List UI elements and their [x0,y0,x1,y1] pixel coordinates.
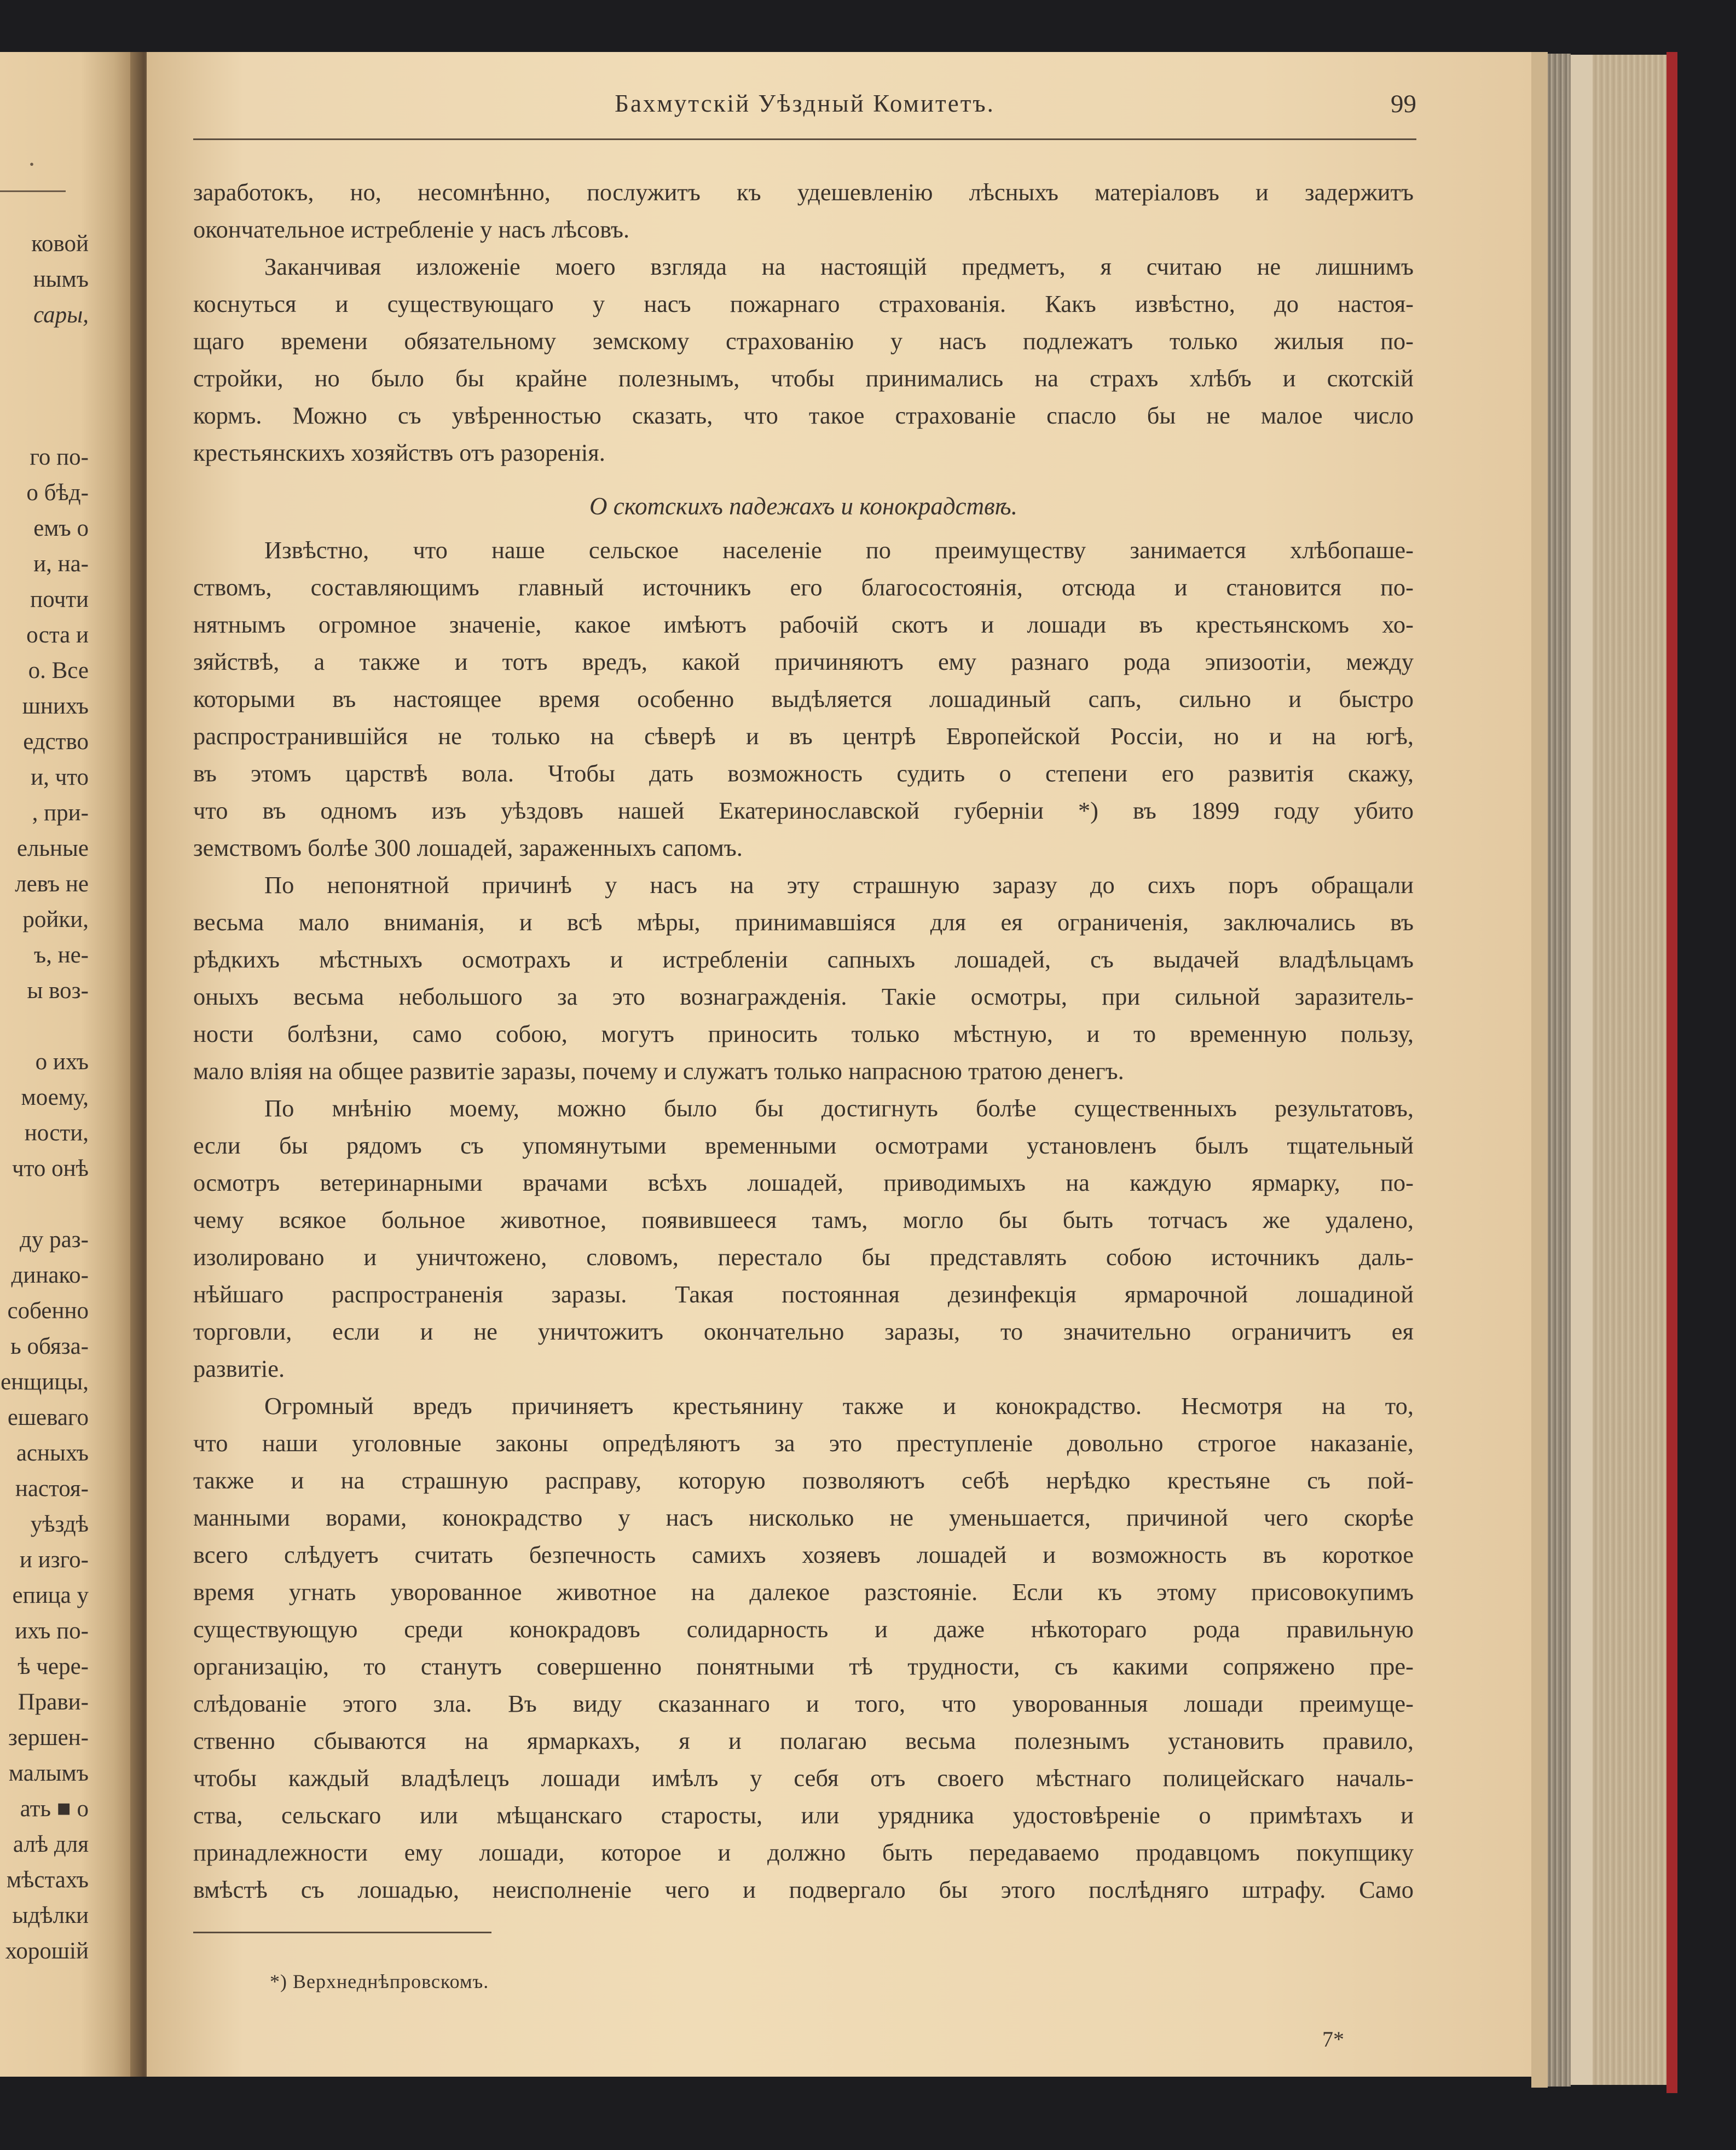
previous-page-fragment: ыдѣлки [12,1903,89,1928]
previous-page-fragment: о. Все [28,658,89,683]
previous-page-fragment: асныхъ [16,1440,89,1466]
previous-page-fragment: ѣ чере- [18,1654,89,1679]
previous-page-fragment: зершен- [8,1725,89,1751]
text-line: земствомъ болѣе 300 лошадей, зараженныхъ сапомъ. [193,834,743,861]
text-line: Огромный вредъ причиняетъ крестьянину также и конокрадство. Несмотря на то, [264,1392,1414,1419]
text-line: заработокъ, но, несомнѣнно, послужитъ къ удешевленію лѣсныхъ матеріаловъ и задержитъ [193,178,1414,206]
previous-page-fragment: , при- [32,800,89,826]
text-line: окончательное истребленіе у насъ лѣсовъ. [193,216,630,243]
previous-page-header-rule [0,190,66,192]
text-line: вмѣстѣ съ лошадью, неисполненіе чего и подвергало бы этого послѣдняго штрафу. Само [193,1876,1414,1903]
text-line: что въ одномъ изъ уѣздовъ нашей Екатеринославской губерніи *) въ 1899 году убито [193,797,1414,824]
text-line: организацію, то станутъ совершенно понятными тѣ трудности, съ какими сопряжено пре- [193,1653,1414,1680]
text-line: стройки, но было бы крайне полезнымъ, чтобы принимались на страхъ хлѣбъ и скотскій [193,364,1414,392]
previous-page-fragment: ать ■ о [20,1796,89,1822]
previous-page-fragment: настоя- [15,1476,89,1502]
text-line: крестьянскихъ хозяйствъ отъ разоренія. [193,439,605,466]
text-line: чтобы каждый владѣлецъ лошади имѣлъ у себя отъ своего мѣстнаго полицейскаго началь- [193,1764,1414,1792]
text-line: зяйствѣ, а также и тотъ вредъ, какой причиняютъ ему разнаго рода эпизоотіи, между [193,648,1414,675]
page-stack-edge [1571,55,1593,2085]
previous-page-fragment: ности, [24,1120,89,1146]
text-line: которыми въ настоящее время особенно выдѣляется лошадиный сапъ, сильно и быстро [193,685,1414,712]
text-line: принадлежности ему лошади, которое и должно быть передаваемо продавцомъ покупщику [193,1839,1414,1866]
previous-page-edge [0,52,134,2077]
text-line: Заканчивая изложеніе моего взгляда на настоящій предметъ, я считаю не лишнимъ [264,253,1414,280]
previous-page-fragment: ройки, [22,907,89,932]
previous-page-fragment: и, на- [33,551,89,577]
text-line: рѣдкихъ мѣстныхъ осмотрахъ и истребленіи сапныхъ лошадей, съ выдачей владѣльцамъ [193,946,1414,973]
previous-page-fragment [0,1186,89,1222]
previous-page-fragment: ельные [16,836,89,861]
text-lines-bottom [193,531,1414,1908]
previous-page-fragment: собенно [7,1298,89,1324]
previous-page-fragment: нымъ [33,266,89,292]
text-line: манными ворами, конокрадство у насъ нисколько не уменьшается, причиной чего скорѣе [193,1504,1414,1531]
previous-page-fragment: ковой [31,231,89,257]
text-line: время угнать уворованное животное на далекое разстояніе. Если къ этому присовокупимъ [193,1578,1414,1606]
text-line: ствомъ, составляющимъ главный источникъ его благосостоянія, отсюда и становится по- [193,573,1414,601]
previous-page-fragment: го по- [30,444,89,470]
book-cover-edge [1666,52,1677,2093]
text-lines-top [193,173,1414,471]
page-99 [147,52,1531,2077]
previous-page-fragment: сары, [33,302,89,328]
page-number: 99 [1391,90,1416,118]
text-line: По непонятной причинѣ у насъ на эту страшную заразу до сихъ поръ обращали [264,871,1414,899]
text-line: развитіе. [193,1355,285,1382]
previous-page-fragment: хорошій [5,1938,89,1964]
previous-page-fragment [0,1009,89,1044]
previous-page-fragment: ешеваго [7,1405,89,1430]
text-line: мало вліяя на общее развитіе заразы, почему и служатъ только напрасною тратою денегъ. [193,1057,1124,1085]
text-line: чему всякое больное животное, появившееся тамъ, могло бы быть тотчасъ же удалено, [193,1206,1414,1233]
text-line: торговли, если и не уничтожитъ окончательно заразы, то значительно ограничитъ ея [193,1318,1414,1345]
text-line: нятнымъ огромное значеніе, какое имѣютъ рабочій скотъ и лошади въ крестьянскомъ хо- [193,611,1414,638]
text-line: оныхъ весьма небольшого за это вознагражденія. Такіе осмотры, при сильной заразитель- [193,983,1414,1010]
page-stack-edge [1548,54,1571,2087]
section-heading: О скотскихъ падежахъ и конокрадствѣ. [589,492,1017,520]
previous-page-fragment: и изго- [19,1547,89,1573]
text-line: существующую среди конокрадовъ солидарность и даже нѣкотораго рода правильную [193,1615,1414,1643]
previous-page-fragment: емъ о [33,515,89,541]
previous-page-fragment: левъ не [15,871,89,897]
previous-page-fragment: Прави- [18,1689,89,1715]
previous-page-fragment: шнихъ [22,693,89,719]
text-line: слѣдованіе этого зла. Въ виду сказаннаго и того, что уворованныя лошади преимуще- [193,1690,1414,1717]
previous-page-fragment: мѣстахъ [6,1867,89,1893]
text-line: нѣйшаго распространенія заразы. Такая постоянная дезинфекція ярмарочной лошадиной [193,1280,1414,1308]
previous-page-fragment: ь обяза- [10,1334,89,1359]
text-line: кормъ. Можно съ увѣренностью сказать, что такое страхованіе спасло бы не малое число [193,402,1414,429]
text-line: ности болѣзни, само собою, могутъ приносить только мѣстную, и то временную пользу, [193,1020,1414,1047]
previous-page-fragment [0,404,89,439]
text-line: распространившійся не только на сѣверѣ и въ центрѣ Европейской Россіи, но и на югѣ, [193,722,1414,750]
header-rule [193,138,1416,140]
previous-page-fragment [0,333,89,368]
previous-page-fragment: что онѣ [12,1156,89,1181]
previous-page-fragment: и, что [31,764,89,790]
previous-page-fragment: алѣ для [13,1832,89,1857]
text-line: коснуться и существующаго у насъ пожарнаго страхованія. Какъ извѣстно, до настоя- [193,290,1414,317]
text-line: изолировано и уничтожено, словомъ, перестало бы представлять собою источникъ даль- [193,1243,1414,1271]
previous-page-fragment: уѣздѣ [30,1511,89,1537]
page-mark: · [27,150,36,179]
text-line: если бы рядомъ съ упомянутыми временными осмотрами установленъ былъ тщательный [193,1132,1414,1159]
previous-page-text-fragments [0,226,89,1969]
body-text [193,173,1414,1908]
page-stack-edge [1593,55,1666,2085]
previous-page-fragment: епица у [12,1583,89,1608]
previous-page-fragment: оста и [26,622,89,648]
text-line: ства, сельскаго или мѣщанскаго старосты, или урядника удостовѣреніе о примѣтахъ и [193,1801,1414,1829]
text-line: всего слѣдуетъ считать безпечность самихъ хозяевъ лошадей и возможность въ короткое [193,1541,1414,1568]
previous-page-fragment: ду раз- [19,1227,89,1253]
previous-page-fragment: о бѣд- [26,480,89,506]
footnote: *) Верхнеднѣпровскомъ. [270,1971,489,1992]
text-line: что наши уголовные законы опредѣляютъ за это преступленіе довольно строгое наказаніе, [193,1429,1414,1457]
running-head: Бахмутскій Уѣздный Комитетъ. [615,90,995,117]
previous-page-fragment: ъ, не- [33,942,89,968]
text-line: въ этомъ царствѣ вола. Чтобы дать возможность судить о степени его развитія скажу, [193,760,1414,787]
previous-page-fragment: енщицы, [1,1369,89,1395]
previous-page-fragment: едство [23,729,89,755]
text-line: щаго времени обязательному земскому страхованію у насъ подлежатъ только жилыя по- [193,327,1414,355]
previous-page-fragment [0,368,89,404]
text-line: Извѣстно, что наше сельское населеніе по преимуществу занимается хлѣбопаше- [264,536,1414,564]
text-line: ственно сбываются на ярмаркахъ, я и полагаю весьма полезнымъ установить правило, [193,1727,1414,1754]
previous-page-fragment: ихъ по- [15,1618,89,1644]
text-line: осмотръ ветеринарными врачами всѣхъ лошадей, приводимыхъ на каждую ярмарку, по- [193,1169,1414,1196]
text-line: весьма мало вниманія, и всѣ мѣры, принимавшіяся для ея ограниченія, заключались въ [193,908,1414,936]
page-edge [1531,52,1548,2088]
page-header [193,89,1416,136]
previous-page-fragment: динако- [11,1262,89,1288]
previous-page-fragment: ы воз- [27,978,89,1004]
footnote-rule [193,1932,491,1933]
text-line: По мнѣнію моему, можно было бы достигнуть болѣе существенныхъ результатовъ, [264,1094,1414,1122]
text-line: также и на страшную расправу, которую позволяютъ себѣ нерѣдко крестьяне съ пой- [193,1467,1414,1494]
previous-page-fragment: моему, [21,1085,89,1110]
signature-mark: 7* [1322,2027,1344,2052]
previous-page-fragment: малымъ [8,1760,89,1786]
previous-page-fragment: о ихъ [35,1049,89,1075]
previous-page-fragment: почти [30,587,89,612]
